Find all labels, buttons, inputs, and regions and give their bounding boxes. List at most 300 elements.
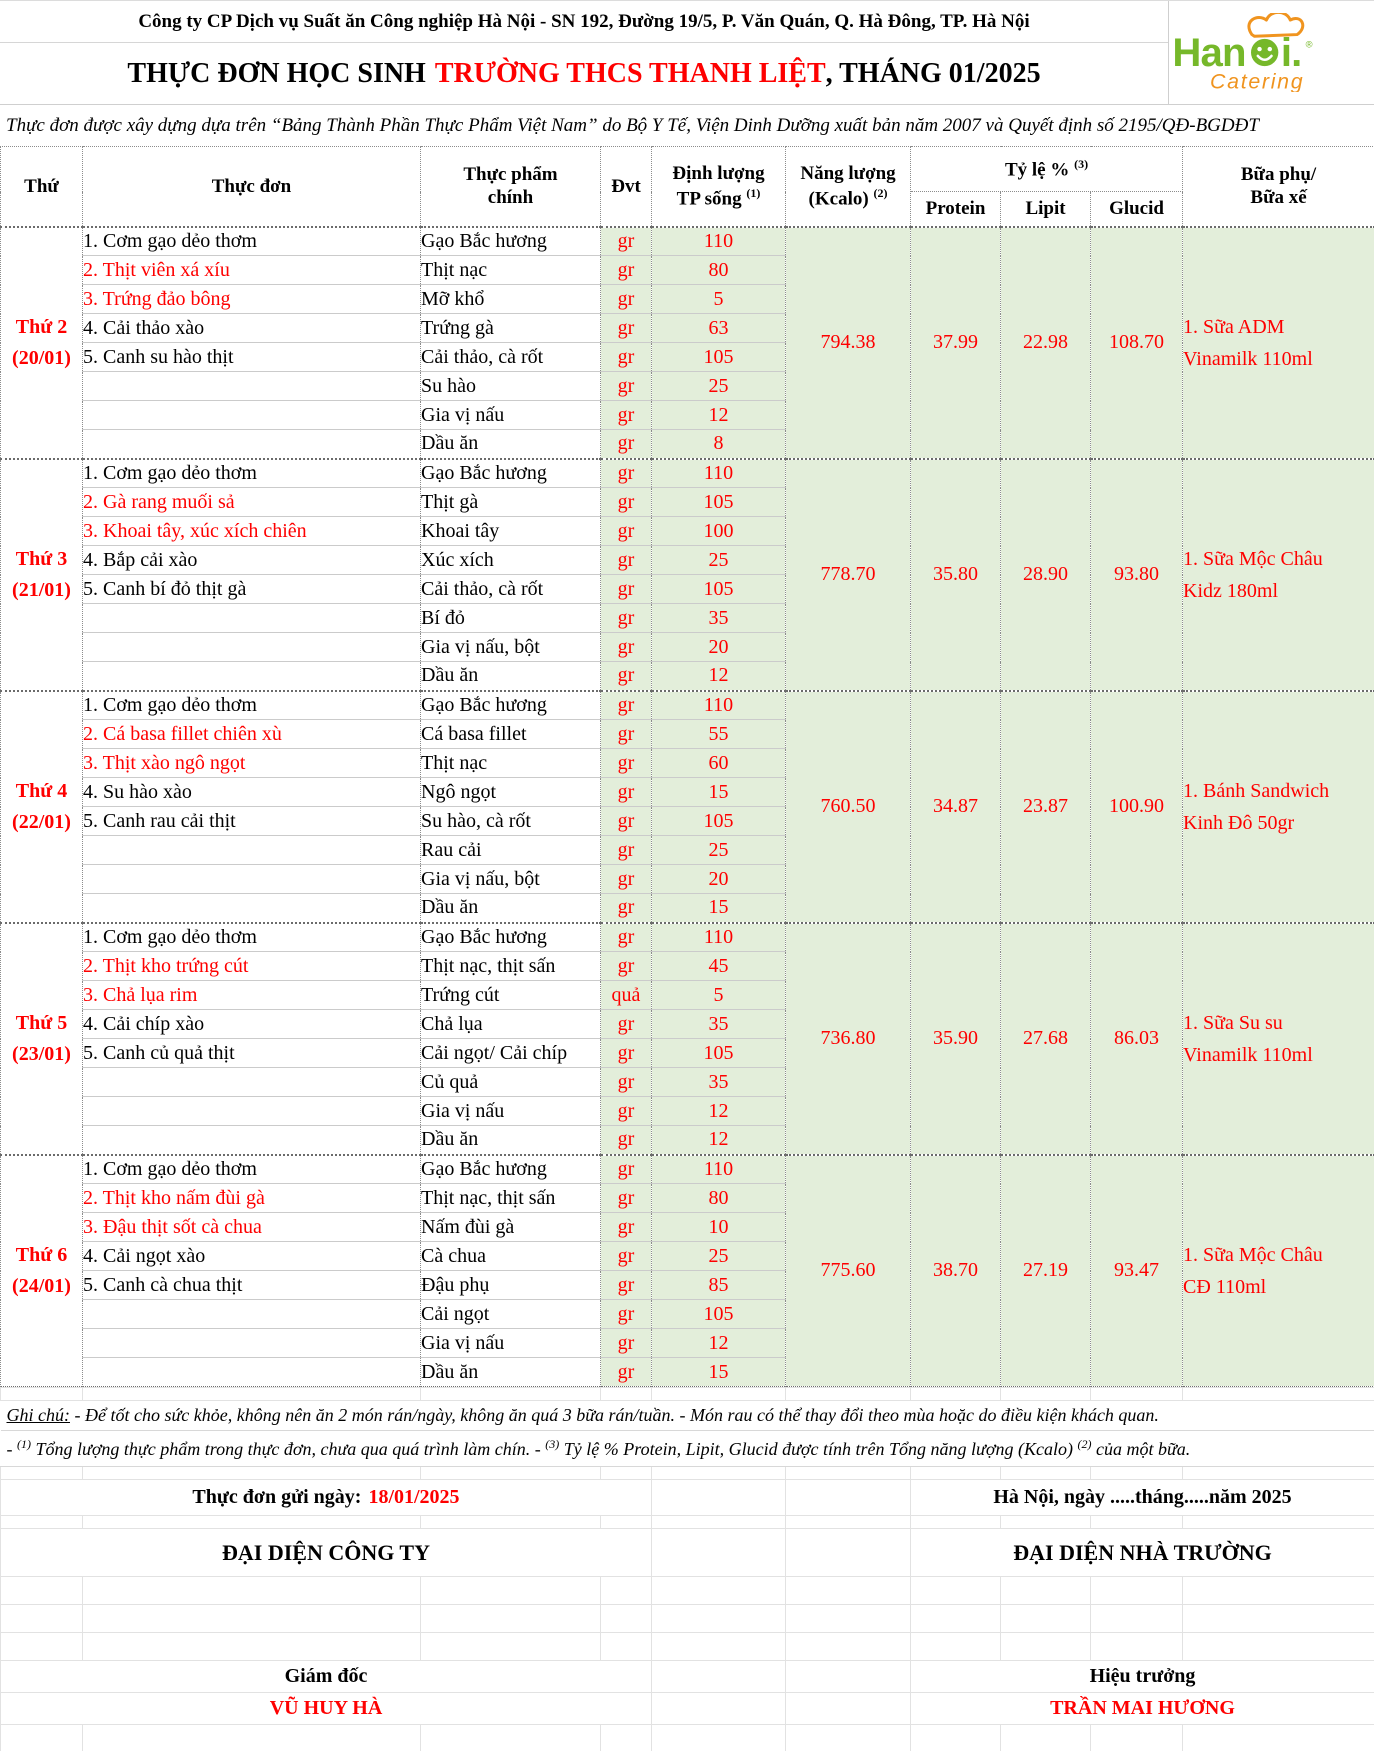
ingredient-cell: Đậu phụ	[421, 1271, 601, 1300]
day-label: Thứ 6 (24/01)	[1, 1155, 83, 1387]
grid-cell	[421, 1633, 601, 1661]
quantity-cell: 55	[652, 720, 786, 749]
dish-cell: 3. Đậu thịt sốt cà chua	[83, 1213, 421, 1242]
grid-cell	[786, 1725, 911, 1751]
glucid-value: 93.47	[1091, 1155, 1183, 1387]
dish-cell: 2. Thịt kho nấm đùi gà	[83, 1184, 421, 1213]
ingredient-cell: Gạo Bắc hương	[421, 1155, 601, 1184]
snack-cell: 1. Sữa Su su Vinamilk 110ml	[1183, 923, 1374, 1155]
grid-cell	[911, 1725, 1001, 1751]
unit-cell: gr	[601, 604, 652, 633]
school-signer-name: TRẦN MAI HƯƠNG	[911, 1693, 1374, 1725]
snack-cell: 1. Bánh Sandwich Kinh Đô 50gr	[1183, 691, 1374, 923]
col-header-thucdon: Thực đơn	[83, 147, 421, 227]
grid-cell	[83, 1577, 421, 1605]
grid-cell	[1183, 1577, 1374, 1605]
ingredient-cell: Cải thảo, cà rốt	[421, 575, 601, 604]
quantity-cell: 80	[652, 1184, 786, 1213]
blank-row	[1, 1633, 1374, 1661]
grid-cell	[652, 1516, 786, 1529]
ingredient-cell: Gạo Bắc hương	[421, 459, 601, 488]
col-header-protein: Protein	[911, 192, 1001, 227]
quantity-cell: 100	[652, 517, 786, 546]
ingredient-cell: Cải ngọt/ Cải chíp	[421, 1039, 601, 1068]
ingredient-cell: Dầu ăn	[421, 1126, 601, 1155]
grid-cell	[652, 1693, 786, 1725]
logo-text-han: Han	[1172, 30, 1246, 76]
dish-cell: 5. Canh rau cải thịt	[83, 807, 421, 836]
unit-cell: gr	[601, 778, 652, 807]
protein-value: 37.99	[911, 227, 1001, 459]
quantity-cell: 20	[652, 633, 786, 662]
dish-cell: 5. Canh su hào thịt	[83, 343, 421, 372]
col-header-buaphu: Bữa phụ/ Bữa xế	[1183, 147, 1374, 227]
quantity-cell: 20	[652, 865, 786, 894]
grid-cell	[911, 1516, 1001, 1529]
quantity-cell: 5	[652, 981, 786, 1010]
school-rep-title: ĐẠI DIỆN NHÀ TRƯỜNG	[911, 1529, 1374, 1577]
unit-cell: gr	[601, 1242, 652, 1271]
unit-cell: gr	[601, 1329, 652, 1358]
grid-cell	[1091, 1725, 1183, 1751]
quantity-cell: 105	[652, 1300, 786, 1329]
quantity-cell: 10	[652, 1213, 786, 1242]
ingredient-cell: Chả lụa	[421, 1010, 601, 1039]
sent-date-cell	[1, 1480, 652, 1516]
ingredient-cell: Khoai tây	[421, 517, 601, 546]
unit-cell: gr	[601, 546, 652, 575]
grid-cell	[786, 1388, 911, 1401]
quantity-cell: 60	[652, 749, 786, 778]
registered-mark: ®	[1305, 38, 1313, 50]
energy-value: 736.80	[786, 923, 911, 1155]
grid-cell	[911, 1577, 1001, 1605]
energy-value: 775.60	[786, 1155, 911, 1387]
quantity-cell: 80	[652, 256, 786, 285]
grid-cell	[652, 1577, 786, 1605]
unit-cell: gr	[601, 1010, 652, 1039]
grid-cell	[1183, 1516, 1374, 1529]
grid-cell	[83, 1516, 421, 1529]
dish-cell: 3. Chả lụa rim	[83, 981, 421, 1010]
lipit-value: 22.98	[1001, 227, 1091, 459]
grid-cell	[652, 1467, 786, 1480]
quantity-cell: 12	[652, 1329, 786, 1358]
blank-row	[1, 1605, 1374, 1633]
unit-cell: gr	[601, 923, 652, 952]
quantity-cell: 45	[652, 952, 786, 981]
menu-table-header	[1, 147, 1374, 227]
ingredient-cell: Thịt gà	[421, 488, 601, 517]
subtitle-note: Thực đơn được xây dựng dựa trên “Bảng Thành Phần Thực Phẩm Việt Nam” do Bộ Y Tế, Viện Dinh Dưỡng xuất bản năm 2007 và Quyết định số 2195/QĐ-BGDĐT	[6, 114, 1259, 136]
company-role: Giám đốc	[1, 1661, 652, 1693]
quantity-cell: 110	[652, 923, 786, 952]
quantity-cell: 8	[652, 430, 786, 459]
unit-cell: gr	[601, 256, 652, 285]
unit-cell: gr	[601, 1097, 652, 1126]
dish-cell: 2. Thịt kho trứng cút	[83, 952, 421, 981]
grid-cell	[601, 1516, 652, 1529]
grid-cell	[786, 1577, 911, 1605]
dish-cell: 5. Canh cà chua thịt	[83, 1271, 421, 1300]
unit-cell: gr	[601, 633, 652, 662]
dish-cell: 3. Thịt xào ngô ngọt	[83, 749, 421, 778]
ingredient-cell: Gia vị nấu	[421, 1329, 601, 1358]
dish-cell	[83, 865, 421, 894]
ingredient-cell: Gia vị nấu, bột	[421, 865, 601, 894]
protein-value: 35.90	[911, 923, 1001, 1155]
menu-row	[1, 459, 1374, 488]
ingredient-cell: Nấm đùi gà	[421, 1213, 601, 1242]
ingredient-cell: Cải ngọt	[421, 1300, 601, 1329]
grid-cell	[83, 1467, 421, 1480]
dish-cell	[83, 401, 421, 430]
energy-value: 778.70	[786, 459, 911, 691]
quantity-cell: 25	[652, 546, 786, 575]
ghi-chu-label: Ghi chú:	[6, 1405, 70, 1425]
day-label: Thứ 2 (20/01)	[1, 227, 83, 459]
glucid-value: 100.90	[1091, 691, 1183, 923]
dish-cell: 3. Trứng đảo bông	[83, 285, 421, 314]
quantity-cell: 15	[652, 778, 786, 807]
grid-cell	[601, 1388, 652, 1401]
unit-cell: gr	[601, 720, 652, 749]
unit-cell: gr	[601, 691, 652, 720]
glucid-value: 93.80	[1091, 459, 1183, 691]
dish-cell: 1. Cơm gạo dẻo thơm	[83, 923, 421, 952]
quantity-cell: 35	[652, 604, 786, 633]
unit-cell: gr	[601, 1184, 652, 1213]
unit-cell: gr	[601, 372, 652, 401]
ingredient-cell: Bí đỏ	[421, 604, 601, 633]
col-header-dinhluong: Định lượng TP sống $^{(1)}$	[652, 147, 786, 227]
unit-cell: gr	[601, 575, 652, 604]
grid-cell	[652, 1725, 786, 1751]
grid-cell	[1091, 1605, 1183, 1633]
grid-cell	[786, 1605, 911, 1633]
protein-value: 35.80	[911, 459, 1001, 691]
quantity-cell: 25	[652, 836, 786, 865]
unit-cell: gr	[601, 401, 652, 430]
unit-cell: gr	[601, 1271, 652, 1300]
grid-cell	[601, 1633, 652, 1661]
grid-cell	[601, 1577, 652, 1605]
grid-cell	[1183, 1633, 1374, 1661]
quantity-cell: 105	[652, 575, 786, 604]
dish-cell: 4. Cải chíp xào	[83, 1010, 421, 1039]
grid-cell	[652, 1480, 786, 1516]
unit-cell: gr	[601, 836, 652, 865]
grid-cell	[1001, 1388, 1091, 1401]
quantity-cell: 63	[652, 314, 786, 343]
unit-cell: gr	[601, 894, 652, 923]
company-rep-title: ĐẠI DIỆN CÔNG TY	[1, 1529, 652, 1577]
ingredient-cell: Trứng cút	[421, 981, 601, 1010]
grid-cell	[786, 1693, 911, 1725]
grid-cell	[1183, 1605, 1374, 1633]
ingredient-cell: Su hào	[421, 372, 601, 401]
lipit-value: 23.87	[1001, 691, 1091, 923]
grid-cell	[652, 1388, 786, 1401]
grid-cell	[1, 1516, 83, 1529]
blank-row	[1, 1725, 1374, 1751]
grid-cell	[786, 1467, 911, 1480]
quantity-cell: 12	[652, 1126, 786, 1155]
grid-cell	[1183, 1467, 1374, 1480]
dish-cell	[83, 1068, 421, 1097]
dish-cell: 4. Cải thảo xào	[83, 314, 421, 343]
grid-cell	[421, 1605, 601, 1633]
energy-value: 760.50	[786, 691, 911, 923]
unit-cell: gr	[601, 749, 652, 778]
sent-date-value: 18/01/2025	[368, 1486, 460, 1508]
unit-cell: gr	[601, 430, 652, 459]
dish-cell: 2. Cá basa fillet chiên xù	[83, 720, 421, 749]
grid-cell	[786, 1633, 911, 1661]
grid-cell	[1, 1633, 83, 1661]
dish-cell	[83, 633, 421, 662]
snack-cell: 1. Sữa Mộc Châu Kidz 180ml	[1183, 459, 1374, 691]
ingredient-cell: Cá basa fillet	[421, 720, 601, 749]
sent-date-label: Thực đơn gửi ngày:	[192, 1486, 362, 1508]
hanoi-catering-logo	[1169, 13, 1374, 92]
dish-cell	[83, 1097, 421, 1126]
dish-cell	[83, 1358, 421, 1387]
grid-cell	[1, 1725, 83, 1751]
grid-cell	[1, 1388, 83, 1401]
ingredient-cell: Cải thảo, cà rốt	[421, 343, 601, 372]
col-header-dvt: Đvt	[601, 147, 652, 227]
grid-cell	[601, 1605, 652, 1633]
unit-cell: gr	[601, 1126, 652, 1155]
grid-cell	[601, 1725, 652, 1751]
grid-cell	[83, 1725, 421, 1751]
dish-cell	[83, 372, 421, 401]
school-role: Hiệu trưởng	[911, 1661, 1374, 1693]
grid-cell	[421, 1725, 601, 1751]
quantity-cell: 35	[652, 1068, 786, 1097]
quantity-cell: 105	[652, 488, 786, 517]
company-signer-name: VŨ HUY HÀ	[1, 1693, 652, 1725]
ingredient-cell: Gia vị nấu	[421, 401, 601, 430]
ingredient-cell: Củ quả	[421, 1068, 601, 1097]
unit-cell: gr	[601, 865, 652, 894]
dish-cell: 4. Su hào xào	[83, 778, 421, 807]
grid-cell	[652, 1661, 786, 1693]
logo-caption: Catering	[1210, 69, 1305, 92]
title-part1: THỰC ĐƠN HỌC SINH	[127, 57, 426, 89]
dish-cell: 2. Thịt viên xá xíu	[83, 256, 421, 285]
ingredient-cell: Cà chua	[421, 1242, 601, 1271]
col-header-thu: Thứ	[1, 147, 83, 227]
quantity-cell: 105	[652, 343, 786, 372]
unit-cell: gr	[601, 1213, 652, 1242]
grid-cell	[421, 1577, 601, 1605]
grid-cell	[1, 1577, 83, 1605]
grid-cell	[786, 1661, 911, 1693]
ingredient-cell: Dầu ăn	[421, 894, 601, 923]
grid-cell	[421, 1516, 601, 1529]
unit-cell: gr	[601, 343, 652, 372]
dish-cell	[83, 430, 421, 459]
unit-cell: gr	[601, 952, 652, 981]
blank-row	[1, 1577, 1374, 1605]
ingredient-cell: Dầu ăn	[421, 430, 601, 459]
dish-cell: 1. Cơm gạo dẻo thơm	[83, 1155, 421, 1184]
ingredient-cell: Su hào, cà rốt	[421, 807, 601, 836]
protein-value: 34.87	[911, 691, 1001, 923]
grid-cell	[786, 1529, 911, 1577]
grid-cell	[1091, 1467, 1183, 1480]
dish-cell	[83, 1300, 421, 1329]
quantity-cell: 85	[652, 1271, 786, 1300]
quantity-cell: 25	[652, 372, 786, 401]
grid-cell	[786, 1516, 911, 1529]
ingredient-cell: Thịt nạc, thịt sấn	[421, 1184, 601, 1213]
day-label: Thứ 4 (22/01)	[1, 691, 83, 923]
grid-cell	[421, 1388, 601, 1401]
grid-cell	[1, 1605, 83, 1633]
dish-cell: 1. Cơm gạo dẻo thơm	[83, 691, 421, 720]
dish-cell: 4. Bắp cải xào	[83, 546, 421, 575]
grid-cell	[652, 1633, 786, 1661]
ingredient-cell: Gạo Bắc hương	[421, 691, 601, 720]
unit-cell: gr	[601, 227, 652, 256]
menu-row	[1, 691, 1374, 720]
ingredient-cell: Trứng gà	[421, 314, 601, 343]
dish-cell: 2. Gà rang muối sả	[83, 488, 421, 517]
title-part3: , THÁNG 01/2025	[825, 57, 1041, 89]
unit-cell: gr	[601, 459, 652, 488]
grid-cell	[1183, 1388, 1374, 1401]
dish-cell: 3. Khoai tây, xúc xích chiên	[83, 517, 421, 546]
grid-cell	[911, 1467, 1001, 1480]
document-header	[0, 0, 1374, 105]
logo-box	[1169, 1, 1374, 104]
col-header-tyle: Tỷ lệ % $^{(3)}$	[911, 147, 1183, 192]
ingredient-cell: Rau cải	[421, 836, 601, 865]
grid-cell	[1001, 1516, 1091, 1529]
ingredient-cell: Gia vị nấu	[421, 1097, 601, 1126]
dish-cell: 1. Cơm gạo dẻo thơm	[83, 459, 421, 488]
glucid-value: 86.03	[1091, 923, 1183, 1155]
quantity-cell: 12	[652, 662, 786, 691]
protein-value: 38.70	[911, 1155, 1001, 1387]
menu-table	[0, 146, 1374, 1387]
quantity-cell: 110	[652, 459, 786, 488]
lipit-value: 28.90	[1001, 459, 1091, 691]
grid-cell	[1183, 1725, 1374, 1751]
quantity-cell: 15	[652, 894, 786, 923]
grid-cell	[1001, 1467, 1091, 1480]
snack-cell: 1. Sữa ADM Vinamilk 110ml	[1183, 227, 1374, 459]
dish-cell	[83, 894, 421, 923]
quantity-cell: 15	[652, 1358, 786, 1387]
unit-cell: gr	[601, 807, 652, 836]
col-header-thucpham: Thực phẩm chính	[421, 147, 601, 227]
col-header-glucid: Glucid	[1091, 192, 1183, 227]
unit-cell: gr	[601, 1300, 652, 1329]
grid-cell	[83, 1388, 421, 1401]
dish-cell: 5. Canh củ quả thịt	[83, 1039, 421, 1068]
footnote: - $^{(1)}$ Tổng lượng thực phẩm trong thực đơn, chưa qua quá trình làm chín. - $^{(3)}$ Tỷ lệ % Protein, Lipit, Glucid được tính trên Tổng năng lượng (Kcalo) $^{(2)}$ của một bữa.	[1, 1431, 1374, 1467]
grid-cell	[1091, 1577, 1183, 1605]
lipit-value: 27.68	[1001, 923, 1091, 1155]
col-header-nangluong: Năng lượng (Kcalo) $^{(2)}$	[786, 147, 911, 227]
grid-cell	[1001, 1605, 1091, 1633]
quantity-cell: 35	[652, 1010, 786, 1039]
glucid-value: 108.70	[1091, 227, 1183, 459]
grid-cell	[601, 1467, 652, 1480]
spacer-row	[1, 1388, 1374, 1401]
title-school: TRƯỜNG THCS THANH LIỆT	[434, 57, 826, 89]
grid-cell	[83, 1633, 421, 1661]
day-label: Thứ 3 (21/01)	[1, 459, 83, 691]
quantity-cell: 110	[652, 1155, 786, 1184]
dish-cell	[83, 604, 421, 633]
ingredient-cell: Thịt nạc	[421, 749, 601, 778]
unit-cell: gr	[601, 517, 652, 546]
menu-row	[1, 227, 1374, 256]
grid-cell	[652, 1605, 786, 1633]
dish-cell	[83, 836, 421, 865]
ingredient-cell: Mỡ khổ	[421, 285, 601, 314]
col-header-lipit: Lipit	[1001, 192, 1091, 227]
dish-cell	[83, 1329, 421, 1358]
grid-cell	[1001, 1633, 1091, 1661]
ingredient-cell: Thịt nạc	[421, 256, 601, 285]
ingredient-cell: Ngô ngọt	[421, 778, 601, 807]
dish-cell: 5. Canh bí đỏ thịt gà	[83, 575, 421, 604]
ingredient-cell: Thịt nạc, thịt sấn	[421, 952, 601, 981]
grid-cell	[1091, 1388, 1183, 1401]
dish-cell	[83, 1126, 421, 1155]
unit-cell: gr	[601, 662, 652, 691]
lipit-value: 27.19	[1001, 1155, 1091, 1387]
grid-cell	[1091, 1516, 1183, 1529]
spacer-row	[1, 1467, 1374, 1480]
unit-cell: gr	[601, 1039, 652, 1068]
grid-cell	[1091, 1633, 1183, 1661]
menu-row	[1, 1155, 1374, 1184]
grid-cell	[911, 1388, 1001, 1401]
unit-cell: gr	[601, 1358, 652, 1387]
grid-cell	[1001, 1577, 1091, 1605]
snack-cell: 1. Sữa Mộc Châu CĐ 110ml	[1183, 1155, 1374, 1387]
quantity-cell: 5	[652, 285, 786, 314]
logo-text-i: i.	[1280, 30, 1302, 76]
menu-row	[1, 923, 1374, 952]
ghi-chu-note: Ghi chú: - Để tốt cho sức khỏe, không nên ăn 2 món rán/ngày, không ăn quá 3 bữa rán/tuần. - Món rau có thể thay đổi theo mùa hoặc do điều kiện khách quan.	[1, 1401, 1374, 1431]
ingredient-cell: Xúc xích	[421, 546, 601, 575]
place-date-cell: Hà Nội, ngày .....tháng.....năm 2025	[911, 1480, 1374, 1516]
quantity-cell: 110	[652, 227, 786, 256]
grid-cell	[421, 1467, 601, 1480]
dish-cell: 4. Cải ngọt xào	[83, 1242, 421, 1271]
unit-cell: gr	[601, 314, 652, 343]
grid-cell	[911, 1605, 1001, 1633]
grid-cell	[1, 1467, 83, 1480]
page-title	[0, 43, 1168, 104]
grid-cell	[911, 1633, 1001, 1661]
menu-table-body	[1, 227, 1374, 1387]
logo-smiley-o-icon	[1251, 39, 1278, 66]
ingredient-cell: Gia vị nấu, bột	[421, 633, 601, 662]
unit-cell: gr	[601, 1068, 652, 1097]
footer-grid	[0, 1387, 1374, 1751]
quantity-cell: 12	[652, 401, 786, 430]
header-left	[0, 1, 1169, 104]
